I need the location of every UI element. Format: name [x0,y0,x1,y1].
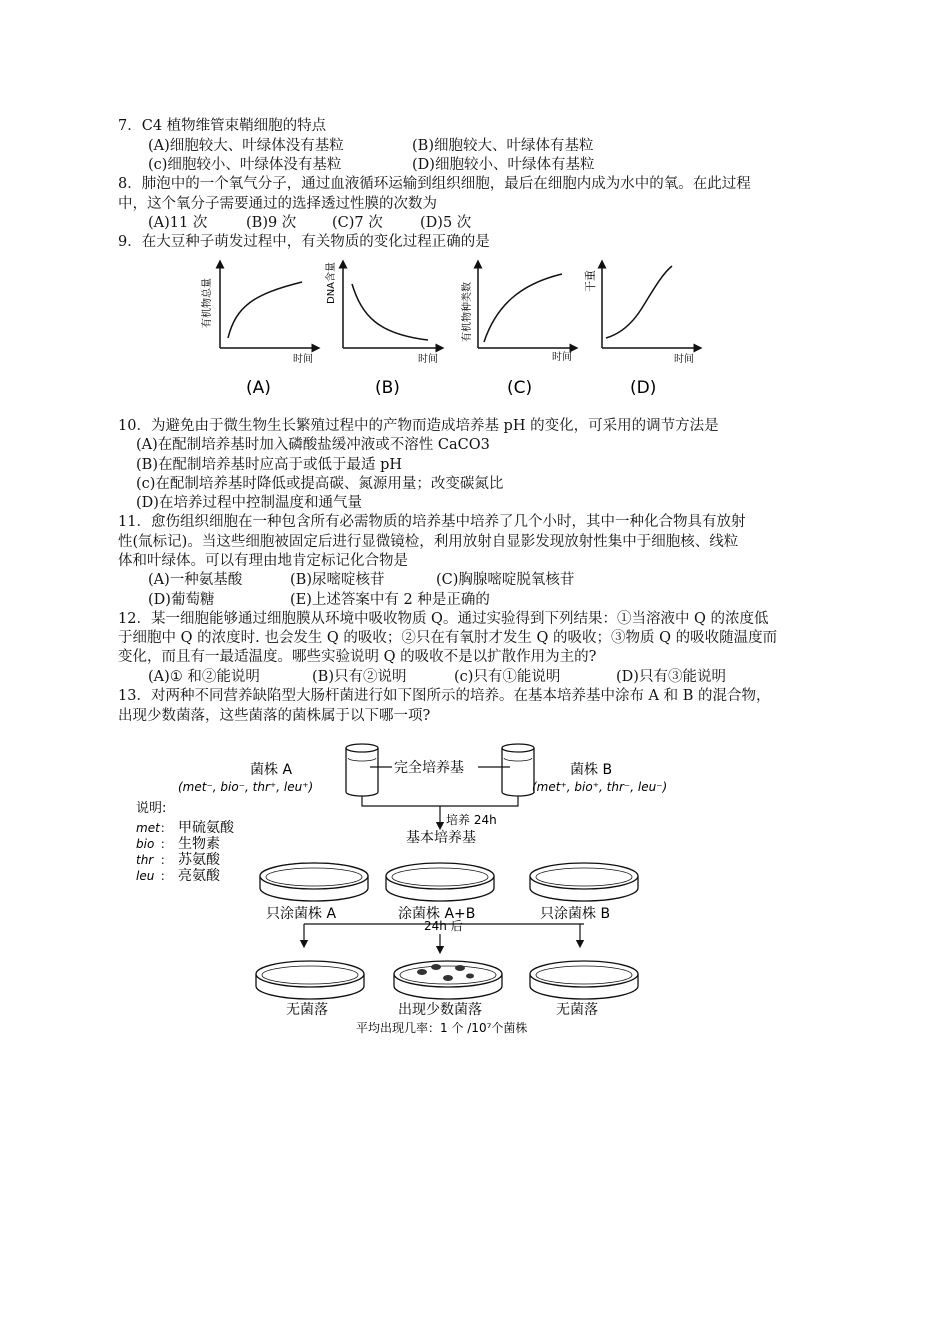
q13-stem-line2: 出现少数菌落，这些菌落的菌株属于以下哪一项? [118,708,431,724]
q11-option-d: (D)葡萄糖 [148,592,215,608]
q10-option-b: (B)在配制培养基时应高于或低于最适 pH [136,457,403,473]
q7-option-b: (B)细胞较大、叶绿体有基粒 [412,138,594,154]
chart-a-caption: (A) [246,378,271,398]
test-tube-a [346,744,378,796]
chart-a [200,264,316,398]
chart-c-ylabel: 有机物种类数 [462,282,473,342]
chart-c-curve [484,274,562,342]
q11-options-row2 [148,590,490,610]
chart-d [583,264,698,398]
result-dish-a [256,961,364,999]
chart-d-caption: (D) [630,378,657,398]
colony [466,974,474,979]
legend-met-abbr: met [136,821,160,835]
petri-dish-b [530,863,638,901]
petri-dish-ab [386,863,494,901]
legend-bio-abbr: bio [136,837,155,851]
mutation-rate-label: 平均出现几率：1 个 /10⁷个菌株 [356,1021,528,1035]
q11-options-row1 [148,570,574,590]
q10-option-d: (D)在培养过程中控制温度和通气量 [136,495,362,511]
legend-met-name: 甲硫氨酸 [178,820,234,836]
test-tube-b [502,744,534,796]
q8-option-d: (D)5 次 [420,215,472,231]
chart-c-caption: (C) [507,378,533,398]
q12-options [148,667,726,687]
result-ab-label: 出现少数菌落 [398,1002,482,1018]
legend-leu-abbr: leu [136,869,155,883]
chart-b-caption: (B) [375,378,400,398]
strain-a-label: 菌株 A [250,762,293,778]
q7-option-c: (c)细胞较小、叶绿体没有基粒 [148,157,342,173]
petri-dish-a [260,863,368,901]
chart-a-curve [228,282,302,338]
q9-charts [190,256,730,406]
q11-option-b: (B)尿嘧啶核苷 [290,572,385,588]
q7-options-row1 [148,136,593,156]
q8-stem-line1: 8．肺泡中的一个氧气分子，通过血液循环运输到组织细胞，最后在细胞内成为水中的氧。在此过程 [118,176,751,192]
q11-stem-line1: 11．愈伤组织细胞在一种包含所有必需物质的培养基中培养了几个小时，其中一种化合物具有放射 [118,514,746,530]
q7-options-row2 [148,155,594,175]
q7-option-d: (D)细胞较小、叶绿体有基粒 [412,157,595,173]
legend-title: 说明: [136,801,167,816]
legend-bio-name: 生物素 [178,836,220,852]
result-a-label: 无菌落 [286,1002,328,1018]
chart-d-xlabel: 时间 [674,354,694,365]
q12-option-c: (c)只有①能说明 [454,669,561,685]
legend-thr-name: 苏氨酸 [178,852,220,868]
q12-option-b: (B)只有②说明 [312,669,407,685]
strain-a-genotype: (met⁻, bio⁻, thr⁺, leu⁺) [178,780,314,794]
after-24h-label: 24h 后 [424,919,463,933]
chart-b [324,262,440,398]
q12-stem-line1: 12．某一细胞能够通过细胞膜从环境中吸收物质 Q。通过实验得到下列结果：①当溶液中 Q 的浓度低 [118,611,769,627]
strain-b-genotype: (met⁺, bio⁺, thr⁻, leu⁻) [532,780,668,794]
q13-stem-line1: 13．对两种不同营养缺陷型大肠杆菌进行如下图所示的培养。在基本培养基中涂布 A 和 B 的混合物， [118,688,771,704]
result-dish-b [530,961,638,999]
q12-stem-line2: 于细胞中 Q 的浓度时. 也会发生 Q 的吸收；②只在有氧肘才发生 Q 的吸收；③物质 Q 的吸收随温度而 [118,630,778,646]
chart-b-ylabel: DNA含量 [326,261,337,304]
q8-stem-line2: 中，这个氧分子需要通过的选择透过性膜的次数为 [118,196,437,212]
q11-option-e: (E)上述答案中有 2 种是正确的 [290,592,490,608]
colony [455,965,465,971]
q7-option-a: (A)细胞较大、叶绿体没有基粒 [148,138,344,154]
result-b-label: 无菌落 [556,1002,598,1018]
complete-medium-label: 完全培养基 [394,760,464,776]
chart-c [460,264,574,398]
chart-b-xlabel: 时间 [418,354,438,365]
q12-option-d: (D)只有③能说明 [616,669,726,685]
basic-medium-label: 基本培养基 [406,830,476,846]
q8-option-b: (B)9 次 [246,215,297,231]
q7-stem: 7．C4 植物维管束鞘细胞的特点 [118,118,327,134]
chart-d-ylabel: 干重 [584,270,597,292]
q9-stem: 9．在大豆种子萌发过程中，有关物质的变化过程正确的是 [118,234,490,250]
chart-b-curve [352,284,428,340]
chart-d-curve [606,266,672,338]
chart-a-xlabel: 时间 [293,354,313,365]
svg-text:：: ： [160,821,173,835]
svg-text:：: ： [160,853,173,867]
q10-option-a: (A)在配制培养基时加入磷酸盐缓冲液或不溶性 CaCO3 [136,437,490,453]
q8-option-c: (C)7 次 [332,215,383,231]
q11-stem-line2: 性(氚标记)。当这些细胞被固定后进行显微镜检，利用放射自显影发现放射性集中于细胞核、线粒 [118,534,739,550]
legend-thr-abbr: thr [136,853,154,867]
q10-option-c: (c)在配制培养基时降低或提高碳、氮源用量；改变碳氮比 [136,476,504,492]
svg-text:：: ： [160,869,173,883]
colony [431,964,441,970]
colony [443,975,453,981]
q11-stem-line3: 体和叶绿体。可以有理由地肯定标记化合物是 [118,553,408,569]
q13-diagram [130,738,730,1038]
q12-stem-line3: 变化，而且有一最适温度。哪些实验说明 Q 的吸收不是以扩散作用为主的? [118,649,597,665]
svg-text:：: ： [160,837,173,851]
colony [417,969,427,975]
q10-stem: 10．为避免由于微生物生长繁殖过程中的产物而造成培养基 pH 的变化，可采用的调节方法是 [118,418,719,434]
dish-b-label: 只涂菌株 B [540,906,611,922]
legend-leu-name: 亮氨酸 [178,868,220,884]
q8-option-a: (A)11 次 [148,215,208,231]
q11-option-a: (A)一种氨基酸 [148,572,243,588]
result-dish-ab [394,961,502,999]
q11-option-c: (C)胸腺嘧啶脱氧核苷 [436,572,575,588]
dish-a-label: 只涂菌株 A [266,906,337,922]
chart-c-xlabel: 时间 [552,352,572,363]
q12-option-a: (A)① 和②能说明 [148,669,260,685]
legend [136,801,235,884]
strain-b-label: 菌株 B [570,762,613,778]
q8-options [148,213,471,233]
chart-a-ylabel: 有机物总量 [202,278,213,328]
dish-ab-label: 涂菌株 A+B [398,906,476,922]
culture-24h-label: 培养 24h [446,813,497,827]
